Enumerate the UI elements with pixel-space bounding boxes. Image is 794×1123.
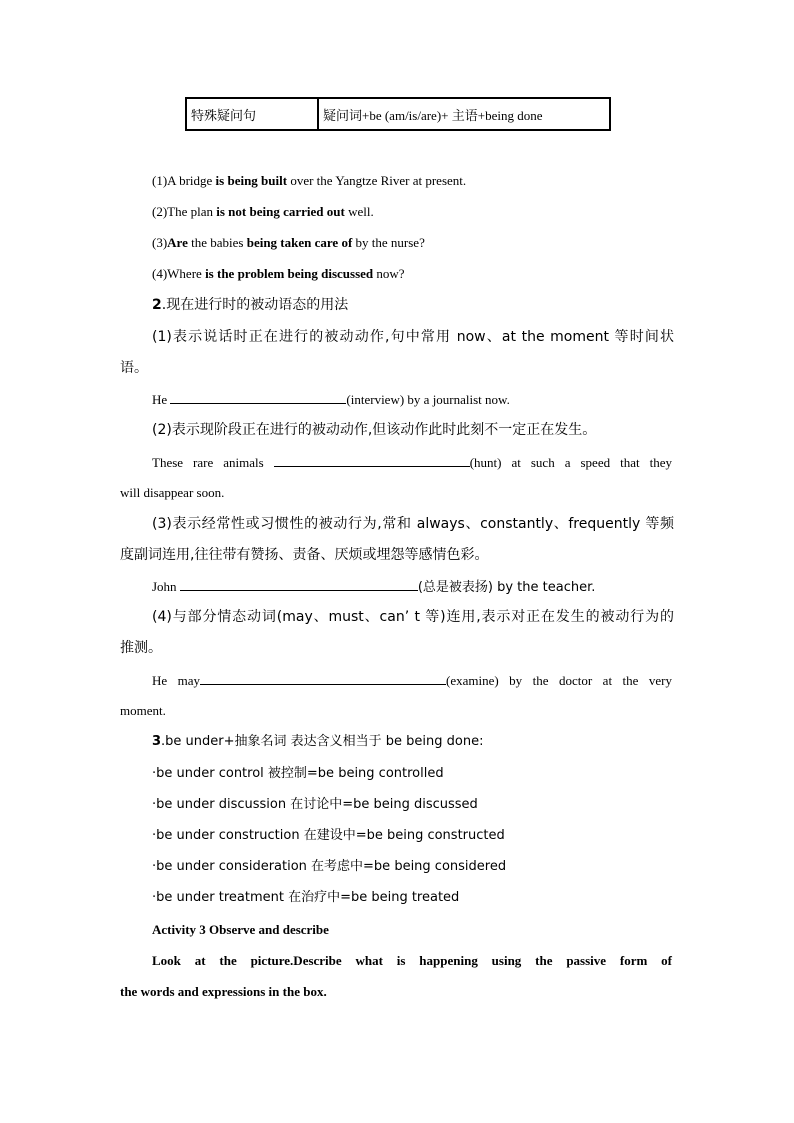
exercise-2-line-2: will disappear soon. xyxy=(120,485,225,500)
example-2 xyxy=(152,202,374,222)
exercise-2-line-1 xyxy=(152,452,672,473)
activity-instruction-line-1: Look at the picture.Describe what is happening using the passive form of xyxy=(152,953,672,968)
section-3-heading xyxy=(152,732,483,752)
section-number: 2 xyxy=(152,297,162,313)
example-3 xyxy=(152,233,425,253)
example-bold: is the problem being discussed xyxy=(205,266,374,281)
section-title: .现在进行时的被动语态的用法 xyxy=(161,297,349,313)
exercise-text: (examine) by the doctor at the very xyxy=(446,673,672,688)
example-text: (4)Where xyxy=(152,266,206,281)
example-text: the babies xyxy=(187,235,247,250)
section-number: 3 xyxy=(152,734,162,749)
example-text: by the nurse? xyxy=(352,235,425,250)
exercise-text: He may xyxy=(152,673,201,688)
usage-1-line-2: 语。 xyxy=(120,360,148,376)
exercise-1 xyxy=(152,389,510,410)
example-bold: is being built xyxy=(215,173,288,188)
table-row xyxy=(186,98,610,130)
table-cell-type: 特殊疑问句 xyxy=(186,98,318,130)
example-1 xyxy=(152,171,466,191)
usage-3-line-1: (3)表示经常性或习惯性的被动行为,常和 always、constantly、frequently 等频 xyxy=(152,516,674,532)
list-item: ·be under consideration 在考虑中=be being considered xyxy=(152,859,507,874)
example-text: (1)A bridge xyxy=(152,173,216,188)
activity-instruction-line-2: the words and expressions in the box. xyxy=(120,984,327,999)
example-bold: is not being carried out xyxy=(216,204,345,219)
answer-blank[interactable] xyxy=(200,670,446,685)
usage-4-line-2: 推测。 xyxy=(120,640,162,656)
list-item: ·be under discussion 在讨论中=be being discussed xyxy=(152,797,478,812)
usage-3-line-2: 度副词连用,往往带有赞扬、责备、厌烦或埋怨等感情色彩。 xyxy=(120,547,489,563)
list-item: ·be under treatment 在治疗中=be being treated xyxy=(152,890,460,905)
exercise-3 xyxy=(152,576,595,598)
section-2-heading xyxy=(152,295,348,315)
answer-blank[interactable] xyxy=(180,576,418,591)
exercise-text: (hunt) at such a speed that they xyxy=(469,455,672,470)
activity-title: Activity 3 Observe and describe xyxy=(152,922,329,937)
example-bold: Are xyxy=(167,235,188,250)
passive-structure-table xyxy=(185,97,611,131)
exercise-text: (interview) by a journalist now. xyxy=(346,392,510,407)
exercise-text: (总是被表扬) by the teacher. xyxy=(417,580,596,595)
example-text: well. xyxy=(344,204,374,219)
exercise-text: These rare animals xyxy=(152,455,274,470)
answer-blank[interactable] xyxy=(170,389,346,404)
usage-2: (2)表示现阶段正在进行的被动动作,但该动作此时此刻不一定正在发生。 xyxy=(152,422,597,438)
answer-blank[interactable] xyxy=(274,452,470,467)
example-text: now? xyxy=(373,266,405,281)
example-bold: being taken care of xyxy=(246,235,353,250)
usage-4-line-1: (4)与部分情态动词(may、must、can’ t 等)连用,表示对正在发生的被动行为的 xyxy=(152,609,674,625)
example-text: over the Yangtze River at present. xyxy=(287,173,467,188)
list-item: ·be under construction 在建设中=be being constructed xyxy=(152,828,505,843)
exercise-4-line-2: moment. xyxy=(120,703,166,718)
table-cell-structure: 疑问词+be (am/is/are)+ 主语+being done xyxy=(318,98,610,130)
example-text: (3) xyxy=(152,235,168,250)
list-item: ·be under control 被控制=be being controlled xyxy=(152,766,444,781)
example-text: (2)The plan xyxy=(152,204,217,219)
exercise-text: John xyxy=(152,579,180,594)
section-title: .be under+抽象名词 表达含义相当于 be being done: xyxy=(161,734,484,749)
example-4 xyxy=(152,264,405,284)
usage-1-line-1: (1)表示说话时正在进行的被动动作,句中常用 now、at the moment 等时间状 xyxy=(152,329,674,345)
exercise-4-line-1 xyxy=(152,670,672,691)
exercise-text: He xyxy=(152,392,171,407)
